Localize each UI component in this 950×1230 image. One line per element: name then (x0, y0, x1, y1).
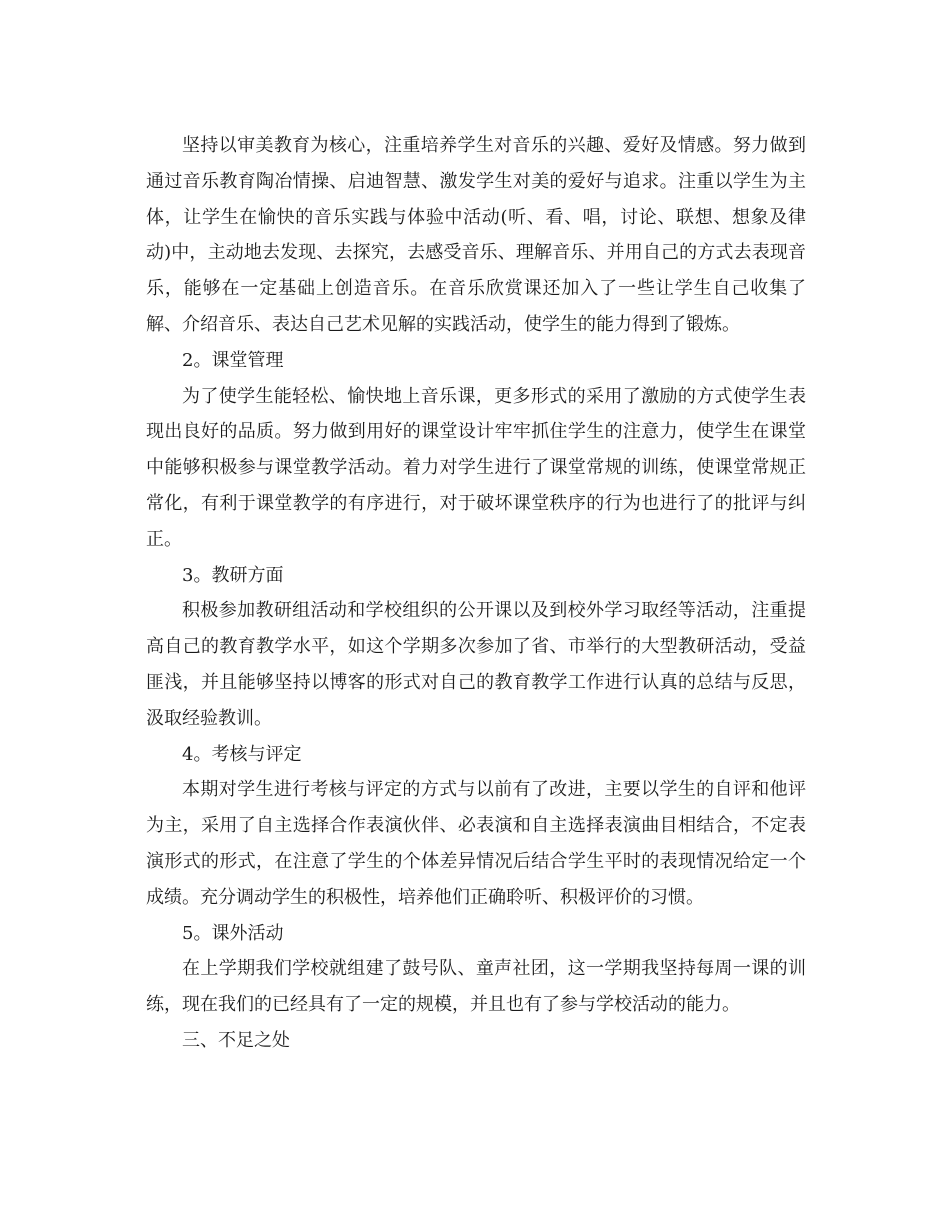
paragraph-aesthetic-education: 坚持以审美教育为核心，注重培养学生对音乐的兴趣、爱好及情感。努力做到通过音乐教育陶冶情操、启迪智慧、激发学生对美的爱好与追求。注重以学生为主体，让学生在愉快的音乐实践与体验中活动(听、看、唱，讨论、联想、想象及律动)中，主动地去发现、去探究，去感受音乐、理解音乐、并用自己的方式去表现音乐，能够在一定基础上创造音乐。在音乐欣赏课还加入了一些让学生自己收集了解、介绍音乐、表达自己艺术见解的实践活动，使学生的能力得到了锻炼。 (146, 135, 806, 335)
paragraph-classroom-management: 为了使学生能轻松、愉快地上音乐课，更多形式的采用了激励的方式使学生表现出良好的品质。努力做到用好的课堂设计牢牢抓住学生的注意力，使学生在课堂中能够积极参与课堂教学活动。着力对学生进行了课堂常规的训练，使课堂常规正常化，有利于课堂教学的有序进行，对于破坏课堂秩序的行为也进行了的批评与纠正。 (146, 385, 806, 550)
paragraph-teaching-research: 积极参加教研组活动和学校组织的公开课以及到校外学习取经等活动，注重提高自己的教育教学水平，如这个学期多次参加了省、市举行的大型教研活动，受益匪浅，并且能够坚持以博客的形式对自己的教育教学工作进行认真的总结与反思，汲取经验教训。 (146, 600, 806, 729)
section-heading-assessment: 4。考核与评定 (182, 743, 302, 765)
section-heading-classroom-management: 2。课堂管理 (182, 349, 284, 371)
section-heading-shortcomings: 三、不足之处 (182, 1029, 290, 1051)
document-body (146, 128, 806, 1059)
section-heading-teaching-research: 3。教研方面 (182, 564, 284, 586)
section-heading-extracurricular: 5。课外活动 (182, 922, 284, 944)
paragraph-extracurricular: 在上学期我们学校就组建了鼓号队、童声社团，这一学期我坚持每周一课的训练，现在我们的已经具有了一定的规模，并且也有了参与学校活动的能力。 (146, 958, 806, 1016)
paragraph-assessment: 本期对学生进行考核与评定的方式与以前有了改进，主要以学生的自评和他评为主，采用了自主选择合作表演伙伴、必表演和自主选择表演曲目相结合，不定表演形式的形式，在注意了学生的个体差异情况后结合学生平时的表现情况给定一个成绩。充分调动学生的积极性，培养他们正确聆听、积极评价的习惯。 (146, 779, 806, 908)
